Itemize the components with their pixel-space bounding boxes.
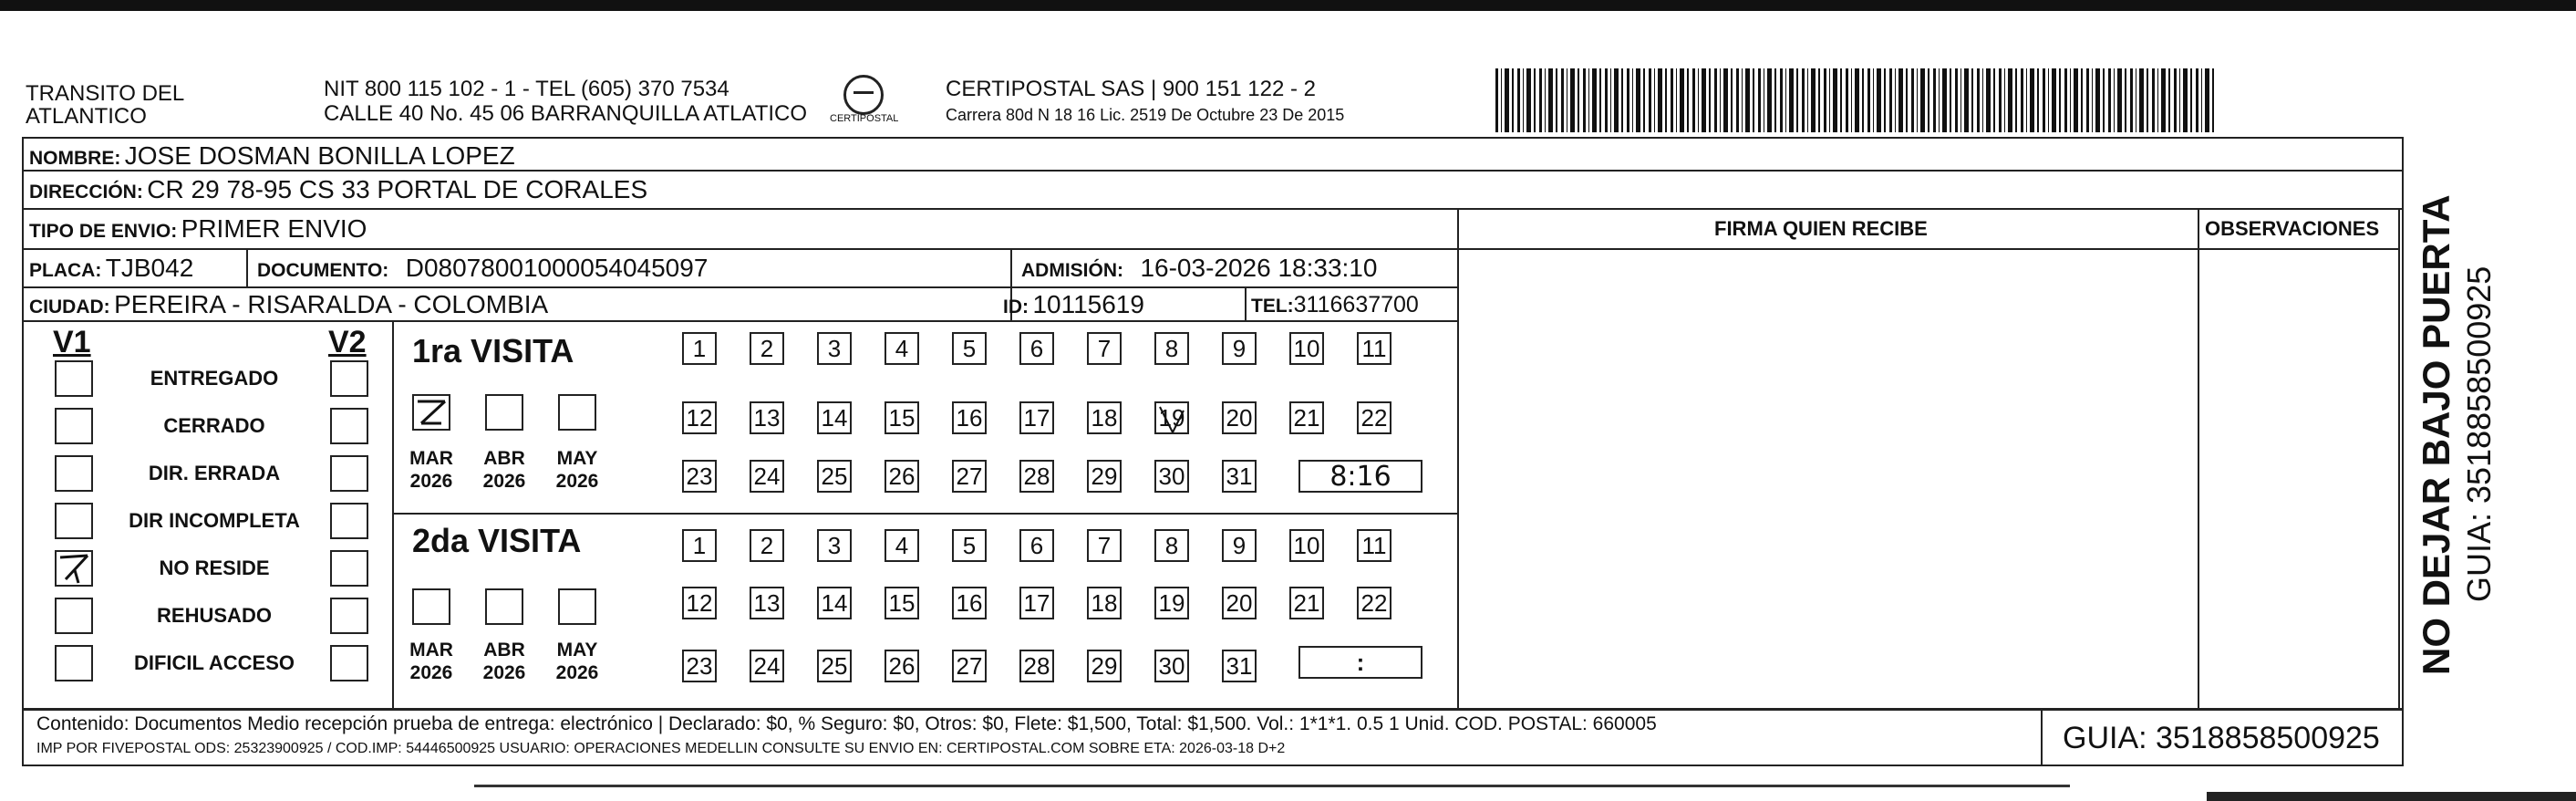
second-month-mar: MAR — [409, 640, 453, 661]
v2-entregado-checkbox[interactable] — [330, 360, 368, 397]
certipostal-logo-icon — [843, 75, 884, 115]
barcode — [1495, 68, 2216, 132]
v1-day[interactable]: 13 — [750, 401, 784, 434]
v2-day[interactable]: 11 — [1357, 529, 1391, 562]
v1-no-reside-checkbox[interactable] — [55, 550, 93, 587]
first-year-mar: 2026 — [409, 471, 453, 492]
placa-value: TJB042 — [105, 254, 194, 282]
company-license: Carrera 80d N 18 16 Lic. 2519 De Octubre 23 De 2015 — [946, 106, 1345, 124]
v1-day[interactable]: 27 — [952, 460, 987, 493]
v2-day[interactable]: 26 — [885, 650, 919, 682]
v1-day[interactable]: 12 — [682, 401, 717, 434]
v1-day[interactable]: 11 — [1357, 332, 1391, 365]
v1-day[interactable]: 30 — [1154, 460, 1189, 493]
v2-day[interactable]: 22 — [1357, 587, 1391, 619]
tel-label: TEL: — [1251, 296, 1294, 317]
second-visit-may-checkbox[interactable] — [558, 588, 596, 625]
v1-day[interactable]: 31 — [1222, 460, 1257, 493]
v2-day[interactable]: 23 — [682, 650, 717, 682]
v2-day[interactable]: 6 — [1019, 529, 1054, 562]
first-visit-abr-checkbox[interactable] — [485, 394, 523, 431]
handwritten-check-icon — [57, 552, 91, 585]
second-visit-time-field[interactable]: : — [1298, 646, 1422, 679]
v1-day[interactable]: 15 — [885, 401, 919, 434]
v2-day[interactable]: 9 — [1222, 529, 1257, 562]
v1-day[interactable]: 3 — [817, 332, 852, 365]
v1-day[interactable]: 10 — [1289, 332, 1324, 365]
v1-day[interactable]: 25 — [817, 460, 852, 493]
v1-day[interactable]: 8 — [1154, 332, 1189, 365]
ciudad-value: PEREIRA - RISARALDA - COLOMBIA — [114, 290, 549, 318]
v1-day[interactable]: 2 — [750, 332, 784, 365]
v1-day[interactable]: 4 — [885, 332, 919, 365]
v2-day[interactable]: 21 — [1289, 587, 1324, 619]
v2-day[interactable]: 29 — [1087, 650, 1122, 682]
option-no-reside: NO RESIDE — [159, 557, 270, 579]
v1-day-marked-label: 19 — [1158, 403, 1185, 432]
top-border — [0, 0, 2576, 11]
first-month-mar: MAR — [409, 448, 453, 469]
v2-day[interactable]: 15 — [885, 587, 919, 619]
company-name: CERTIPOSTAL SAS | 900 151 122 - 2 — [946, 77, 1316, 101]
v1-day[interactable]: 9 — [1222, 332, 1257, 365]
v1-day[interactable]: 6 — [1019, 332, 1054, 365]
id-value: 10115619 — [1032, 290, 1144, 318]
v1-rehusado-checkbox[interactable] — [55, 598, 93, 634]
v1-day[interactable]: 22 — [1357, 401, 1391, 434]
v2-day[interactable]: 18 — [1087, 587, 1122, 619]
v1-day[interactable]: 14 — [817, 401, 852, 434]
second-year-mar: 2026 — [409, 662, 453, 683]
v2-day[interactable]: 16 — [952, 587, 987, 619]
v1-day[interactable]: 26 — [885, 460, 919, 493]
side-warning: NO DEJAR BAJO PUERTA — [2415, 194, 2457, 675]
v2-day[interactable]: 17 — [1019, 587, 1054, 619]
v1-day[interactable]: 28 — [1019, 460, 1054, 493]
v1-dir-errada-checkbox[interactable] — [55, 455, 93, 492]
v1-day[interactable]: 18 — [1087, 401, 1122, 434]
footer-guia: GUIA: 3518858500925 — [2063, 721, 2380, 755]
v2-day[interactable]: 30 — [1154, 650, 1189, 682]
handwritten-check-icon — [414, 396, 449, 429]
v2-day[interactable]: 14 — [817, 587, 852, 619]
first-year-abr: 2026 — [482, 471, 526, 492]
v1-day[interactable]: 20 — [1222, 401, 1257, 434]
v1-day[interactable]: 1 — [682, 332, 717, 365]
v1-day[interactable]: 21 — [1289, 401, 1324, 434]
tipo-envio-label: TIPO DE ENVIO: — [29, 221, 178, 242]
v1-day[interactable]: 23 — [682, 460, 717, 493]
footer-contenido: Contenido: Documentos Medio recepción prueba de entrega: electrónico | Declarado: $0, % Seguro: $0, Otros: $0, Flete: $1,500, Total: $1,500. Vol.: 1*1*1. 0.5 1 Unid. COD. POSTAL: 660005 — [36, 713, 1657, 734]
v2-day[interactable]: 3 — [817, 529, 852, 562]
direccion-label: DIRECCIÓN: — [29, 182, 143, 203]
v1-day[interactable]: 5 — [952, 332, 987, 365]
sender-address: CALLE 40 No. 45 06 BARRANQUILLA ATLATICO — [324, 101, 808, 126]
first-month-abr: ABR — [483, 448, 525, 469]
documento-value: D08078001000054045097 — [405, 254, 709, 282]
v2-day[interactable]: 10 — [1289, 529, 1324, 562]
direccion-value: CR 29 78-95 CS 33 PORTAL DE CORALES — [147, 175, 648, 203]
v2-day[interactable]: 25 — [817, 650, 852, 682]
second-visit-abr-checkbox[interactable] — [485, 588, 523, 625]
option-entregado: ENTREGADO — [150, 367, 279, 390]
second-visit-title: 2da VISITA — [412, 522, 582, 559]
v2-rehusado-checkbox[interactable] — [330, 598, 368, 634]
second-year-abr: 2026 — [482, 662, 526, 683]
v2-day[interactable]: 7 — [1087, 529, 1122, 562]
v2-day[interactable]: 19 — [1154, 587, 1189, 619]
v1-header: V1 — [53, 325, 91, 359]
second-year-may: 2026 — [555, 662, 599, 683]
first-year-may: 2026 — [555, 471, 599, 492]
v2-day[interactable]: 31 — [1222, 650, 1257, 682]
v2-day[interactable]: 28 — [1019, 650, 1054, 682]
side-guia: GUIA: 3518858500925 — [2460, 265, 2498, 602]
v2-dificil-acceso-checkbox[interactable] — [330, 645, 368, 681]
logo-text: CERTIPOSTAL — [830, 113, 899, 124]
v1-day[interactable]: 7 — [1087, 332, 1122, 365]
firma-header: FIRMA QUIEN RECIBE — [1714, 217, 1928, 240]
v1-day-marked[interactable] — [1154, 401, 1189, 434]
first-visit-may-checkbox[interactable] — [558, 394, 596, 431]
first-month-may: MAY — [556, 448, 598, 469]
v1-cerrado-checkbox[interactable] — [55, 408, 93, 444]
v1-day[interactable]: 17 — [1019, 401, 1054, 434]
frame-main — [22, 170, 2404, 711]
option-dir-errada: DIR. ERRADA — [148, 462, 281, 484]
v2-day[interactable]: 13 — [750, 587, 784, 619]
v1-entregado-checkbox[interactable] — [55, 360, 93, 397]
sender-nit: NIT 800 115 102 - 1 - TEL (605) 370 7534 — [324, 77, 729, 101]
v2-day[interactable]: 24 — [750, 650, 784, 682]
tel-value: 3116637700 — [1293, 292, 1419, 317]
admision-value: 16-03-2026 18:33:10 — [1140, 254, 1378, 282]
first-visit-title: 1ra VISITA — [412, 332, 574, 369]
tipo-envio-value: PRIMER ENVIO — [181, 214, 367, 243]
v2-cerrado-checkbox[interactable] — [330, 408, 368, 444]
v2-dir-errada-checkbox[interactable] — [330, 455, 368, 492]
id-label: ID: — [1003, 296, 1029, 317]
v2-day[interactable]: 20 — [1222, 587, 1257, 619]
second-month-may: MAY — [556, 640, 598, 661]
ciudad-label: CIUDAD: — [29, 296, 110, 317]
v2-day[interactable]: 27 — [952, 650, 987, 682]
v2-dir-incompleta-checkbox[interactable] — [330, 503, 368, 539]
nombre-label: NOMBRE: — [29, 148, 121, 169]
option-rehusado: REHUSADO — [157, 604, 272, 627]
v2-day[interactable]: 4 — [885, 529, 919, 562]
second-month-abr: ABR — [483, 640, 525, 661]
placa-label: PLACA: — [29, 260, 102, 281]
first-visit-time-field[interactable]: 8:16 — [1298, 460, 1422, 493]
sender-line2: ATLANTICO — [26, 104, 147, 129]
v2-day[interactable]: 12 — [682, 587, 717, 619]
second-visit-mar-checkbox[interactable] — [412, 588, 450, 625]
documento-label: DOCUMENTO: — [257, 260, 389, 281]
v2-no-reside-checkbox[interactable] — [330, 550, 368, 587]
v1-dir-incompleta-checkbox[interactable] — [55, 503, 93, 539]
v1-day[interactable]: 16 — [952, 401, 987, 434]
option-dir-incompleta: DIR INCOMPLETA — [129, 509, 300, 532]
option-dificil-acceso: DIFICIL ACCESO — [133, 651, 295, 674]
handwritten-strike-icon — [1156, 403, 1189, 434]
v1-day[interactable]: 29 — [1087, 460, 1122, 493]
v1-dificil-acceso-checkbox[interactable] — [55, 645, 93, 681]
first-visit-mar-checkbox[interactable] — [412, 394, 450, 431]
v2-header: V2 — [328, 325, 367, 359]
admision-label: ADMISIÓN: — [1021, 260, 1123, 281]
v1-day[interactable]: 24 — [750, 460, 784, 493]
v2-day[interactable]: 2 — [750, 529, 784, 562]
v2-day[interactable]: 8 — [1154, 529, 1189, 562]
v2-day[interactable]: 1 — [682, 529, 717, 562]
sender-line1: TRANSITO DEL — [26, 81, 185, 106]
nombre-value: JOSE DOSMAN BONILLA LOPEZ — [124, 141, 515, 170]
footer-imp: IMP POR FIVEPOSTAL ODS: 25323900925 / COD.IMP: 54446500925 USUARIO: OPERACIONES MEDELLIN CONSULTE SU ENVIO EN: CERTIPOSTAL.COM SOBRE ETA: 2026-03-18 D+2 — [36, 741, 1286, 756]
v2-day[interactable]: 5 — [952, 529, 987, 562]
observaciones-header: OBSERVACIONES — [2205, 217, 2380, 240]
option-cerrado: CERRADO — [163, 414, 265, 437]
